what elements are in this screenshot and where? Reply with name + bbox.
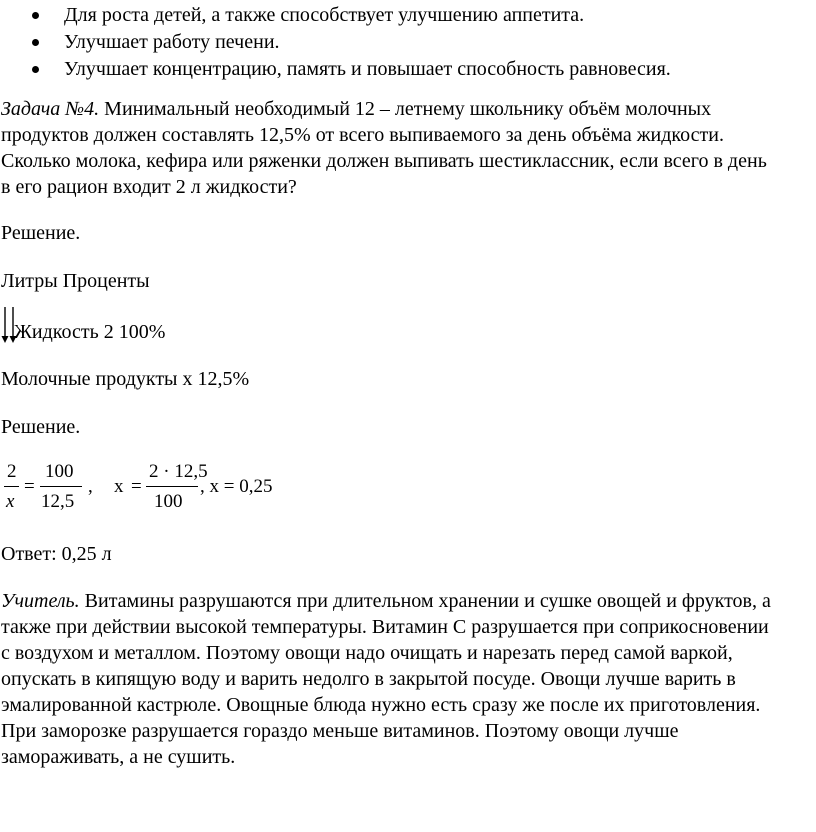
teacher-line: опускать в кипящую воду и варить недолго в закрытой посуде. Овощи лучше варить в [1,668,736,690]
task-line [1,96,767,122]
formula [0,458,300,518]
fraction-1-numerator: 2 [7,461,17,482]
bullet-dot-icon [32,66,39,73]
bullet-text: Для роста детей, а также способствует улучшению аппетита. [64,4,585,26]
teacher-line: с воздухом и металлом. Поэтому овощи надо очищать и нарезать перед самой варкой, [1,642,733,664]
table-row-liquid: Жидкость 2 100% [14,321,166,343]
task-line: в его рацион входит 2 л жидкости? [1,176,297,198]
fraction-1-denominator: x [6,491,15,512]
fraction-1-bar [4,486,19,487]
fraction-3-numerator: 2 · 12,5 [149,461,208,482]
teacher-line: При заморозке разрушается гораздо меньше витаминов. Поэтому овощи лучше [1,720,679,742]
solution-label: Решение. [1,222,81,244]
task-label: Задача №4. [1,98,100,120]
answer-text: Ответ: 0,25 л [1,543,112,565]
fraction-2-bar [40,486,82,487]
solution-label: Решение. [1,416,81,438]
task-paragraph [1,96,767,200]
teacher-line [1,588,771,614]
fraction-3-bar [146,486,198,487]
fraction-2-numerator: 100 [45,461,74,482]
table-header: Литры Проценты [1,270,150,292]
bullet-dot-icon [32,39,39,46]
task-line: Сколько молока, кефира или ряженки должен выпивать шестиклассник, если всего в день [1,150,767,172]
equals-sign: = [131,476,142,497]
bullet-text: Улучшает концентрацию, память и повышает способность равновесия. [64,58,671,80]
fraction-3-denominator: 100 [154,491,183,512]
bullet-dot-icon [32,12,39,19]
teacher-text: Витамины разрушаются при длительном хранении и сушке овощей и фруктов, а [79,590,771,612]
formula-result: , х = 0,25 [200,476,273,497]
teacher-line: замораживать, а не сушить. [1,746,236,768]
teacher-line: также при действии высокой температуры. Витамин С разрушается при соприкосновении [1,616,769,638]
task-line: продуктов должен составлять 12,5% от всего выпиваемого за день объёма жидкости. [1,124,724,146]
task-text: Минимальный необходимый 12 – летнему школьнику объём молочных [99,98,712,120]
bullet-text: Улучшает работу печени. [64,31,280,53]
table-row-dairy: Молочные продукты х 12,5% [1,368,250,390]
teacher-line: эмалированной кастрюле. Овощные блюда нужно есть сразу же после их приготовления. [1,694,761,716]
teacher-label: Учитель. [1,590,80,612]
equals-sign: = [24,476,35,497]
variable-x: х [114,476,124,497]
teacher-paragraph [1,588,771,770]
comma: , [88,476,93,497]
fraction-2-denominator: 12,5 [41,491,75,512]
